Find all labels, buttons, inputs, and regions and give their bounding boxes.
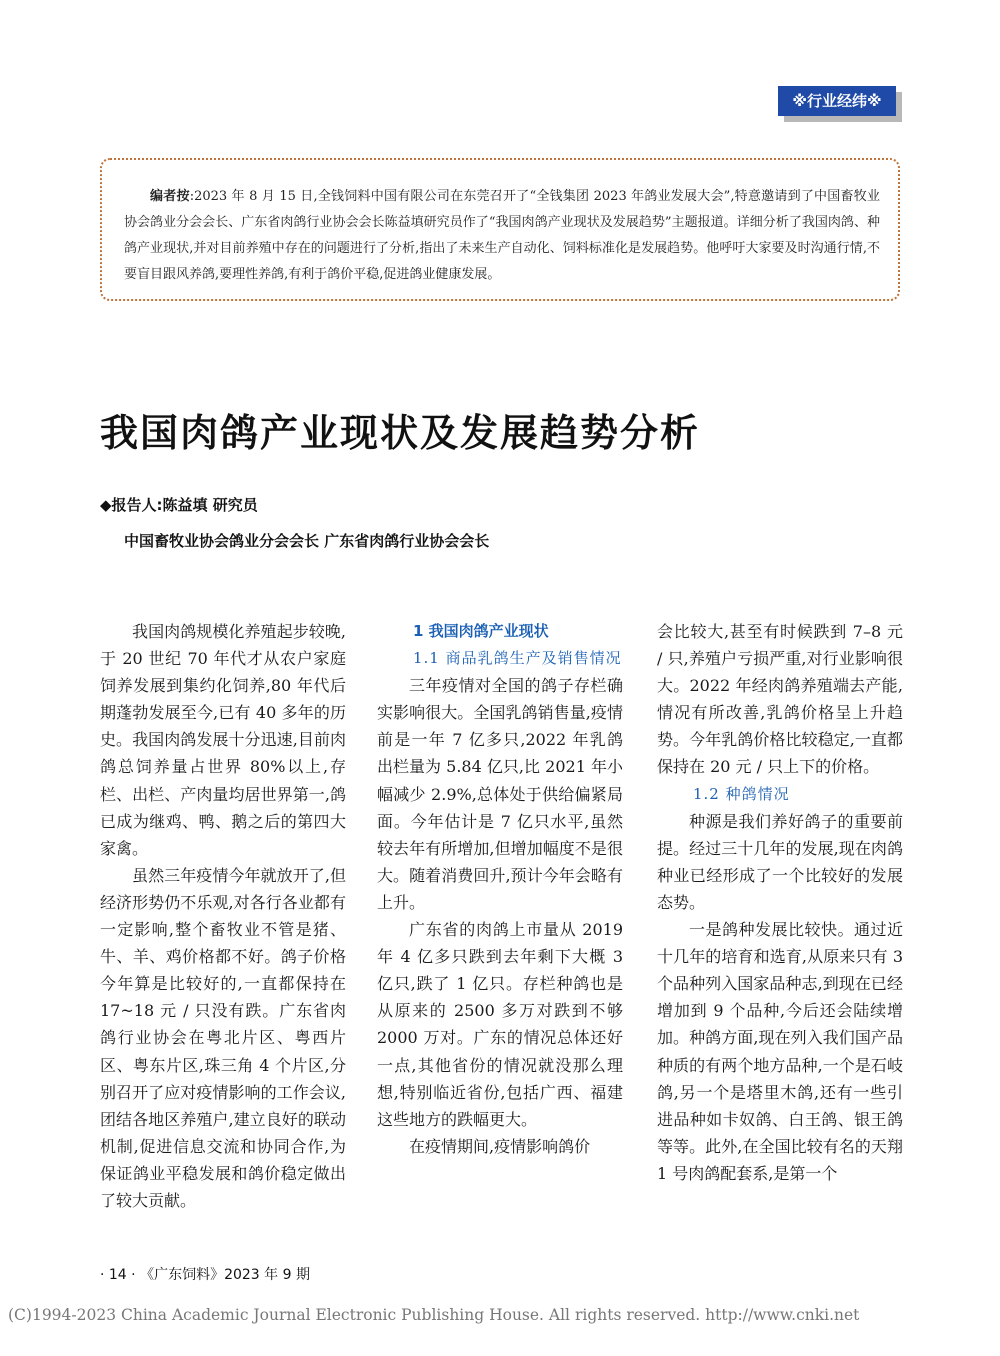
paragraph: 三年疫情对全国的鸽子存栏确实影响很大。全国乳鸽销售量,疫情前是一年 7 亿多只,2022 年乳鸽出栏量为 5.84 亿只,比 2021 年小幅减少 2.9%,总体处于供给偏紧局面。今年估计是 7 亿只水平,虽然较去年有所增加,但增加幅度不是很大。随着消费回升,预计今年会略有上升。 xyxy=(377,676,623,912)
editor-note-text xyxy=(124,184,880,288)
editor-note-box xyxy=(100,158,900,301)
editor-note-lead: 编者按 xyxy=(150,189,190,204)
article-title: 我国肉鸽产业现状及发展趋势分析 xyxy=(100,410,701,455)
paragraph-continued: 会比较大,甚至有时候跌到 7–8 元 / 只,养殖户亏损严重,对行业影响很大。2022 年经肉鸽养殖端去产能,情况有所改善,乳鸽价格呈上升趋势。今年乳鸽价格比较稳定,一直都保持在 20 元 / 只上下的价格。 xyxy=(657,622,903,777)
column-3 xyxy=(657,618,903,1248)
paragraph: 虽然三年疫情今年就放开了,但经济形势仍不乐观,对各行各业都有一定影响,整个畜牧业不管是猪、牛、羊、鸡价格都不好。鸽子价格今年算是比较好的,一直都保持在 17~18 元 / 只没有跌。广东省肉鸽行业协会在粤北片区、粤西片区、粤东片区,珠三角 4 个片区,分别召开了应对疫情影响的工作会议,团结各地区养殖户,建立良好的联动机制,促进信息交流和协同合作,为保证鸽业平稳发展和鸽价稳定做出了较大贡献。 xyxy=(100,865,346,1210)
copyright-line: (C)1994-2023 China Academic Journal Electronic Publishing House. All rights reserved. http://www.cnki.net xyxy=(8,1306,860,1324)
reporter-line: ◆报告人:陈益填 研究员 xyxy=(100,496,258,514)
subsection-heading-1-2: 1.2 种鸽情况 xyxy=(693,784,790,803)
page-footer: · 14 · 《广东饲料》2023 年 9 期 xyxy=(100,1267,310,1283)
section-tag: ※行业经纬※ xyxy=(778,86,896,116)
section-heading-1: 1 我国肉鸽产业现状 xyxy=(413,622,549,640)
subsection-heading-1-1: 1.1 商品乳鸽生产及销售情况 xyxy=(413,649,622,668)
editor-note-body: :2023 年 8 月 15 日,全钱饲料中国有限公司在东莞召开了“全钱集团 2023 年鸽业发展大会”,特意邀请到了中国畜牧业协会鸽业分会会长、广东省肉鸽行业协会会长陈益填研究员作了“我国肉鸽产业现状及发展趋势”主题报道。详细分析了我国肉鸽、种鸽产业现状,并对目前养殖中存在的问题进行了分析,指出了未来生产自动化、饲料标准化是发展趋势。他呼吁大家要及时沟通行情,不要盲目跟风养鸽,要理性养鸽,有利于鸽价平稳,促进鸽业健康发展。 xyxy=(124,189,880,282)
column-1 xyxy=(100,618,346,1248)
paragraph: 广东省的肉鸽上市量从 2019 年 4 亿多只跌到去年剩下大概 3 亿只,跌了 1 亿只。存栏种鸽也是从原来的 2500 多万对跌到不够 2000 万对。广东的情况总体还好一点,其他省份的情况就没那么理想,特别临近省份,包括广西、福建这些地方的跌幅更大。 xyxy=(377,920,623,1129)
paragraph: 种源是我们养好鸽子的重要前提。经过三十几年的发展,现在肉鸽种业已经形成了一个比较好的发展态势。 xyxy=(657,811,903,912)
paragraph: 在疫情期间,疫情影响鸽价 xyxy=(409,1136,591,1156)
affiliation-line: 中国畜牧业协会鸽业分会会长 广东省肉鸽行业协会会长 xyxy=(124,532,490,550)
paragraph: 一是鸽种发展比较快。通过近十几年的培育和选育,从原来只有 3 个品种列入国家品种志,到现在已经增加到 9 个品种,今后还会陆续增加。种鸽方面,现在列入我们国产品种质的有两个地方品种,一个是石岐鸽,另一个是塔里木鸽,还有一些引进品种如卡奴鸽、白王鸽、银王鸽等等。此外,在全国比较有名的天翔 1 号肉鸽配套系,是第一个 xyxy=(657,920,903,1183)
column-2 xyxy=(377,618,623,1248)
paragraph: 我国肉鸽规模化养殖起步较晚,于 20 世纪 70 年代才从农户家庭饲养发展到集约化饲养,80 年代后期蓬勃发展至今,已有 40 多年的历史。我国肉鸽发展十分迅速,目前肉鸽总饲养量占世界 80%以上,存栏、出栏、产肉量均居世界第一,鸽已成为继鸡、鸭、鹅之后的第四大家禽。 xyxy=(100,622,346,858)
